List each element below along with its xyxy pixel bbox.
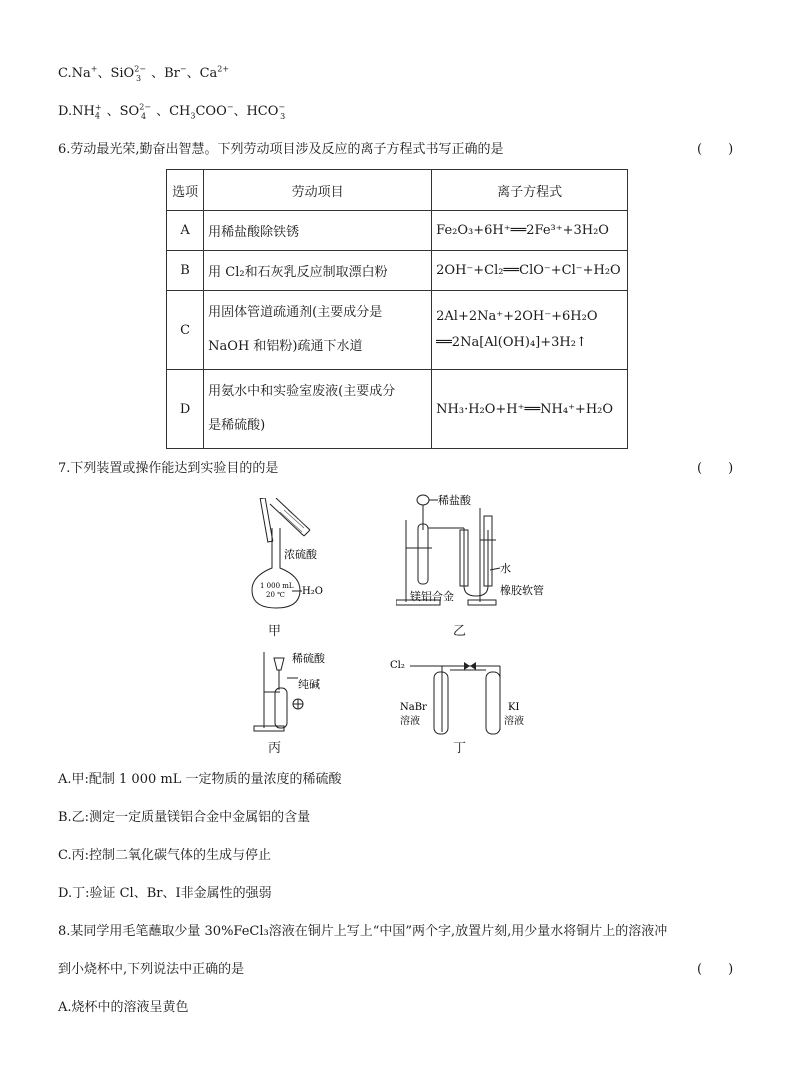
row-option: D: [167, 370, 204, 449]
label-water-yi: 水: [500, 562, 511, 575]
q5-option-c: C.Na+、SiO$^{2-}_3$ 、Br−、$Ca^{2+}$: [58, 64, 230, 83]
row-task-line2: 是稀硫酸): [208, 418, 266, 433]
row-equation-line2: ══2Na[Al(OH)₄]+3H₂↑: [436, 335, 587, 350]
table-row: [167, 291, 628, 370]
header-task: 劳动项目: [204, 170, 432, 211]
row-task: [204, 370, 432, 449]
label-ki-solution: 溶液: [504, 716, 524, 727]
q6-answer-paren: ( ): [697, 142, 734, 157]
q8-option-a: A.烧杯中的溶液呈黄色: [58, 1000, 189, 1015]
caption-ding: 丁: [453, 741, 467, 756]
label-dilute-hcl: 稀盐酸: [438, 494, 471, 507]
caption-yi: 乙: [453, 624, 467, 639]
row-equation: 2OH⁻+Cl₂══ClO⁻+Cl⁻+H₂O: [432, 251, 628, 291]
row-equation: [432, 291, 628, 370]
figure-bing: [250, 648, 350, 734]
table-row: [167, 370, 628, 449]
row-task: 用 Cl₂和石灰乳反应制取漂白粉: [204, 251, 432, 291]
table-row: [167, 211, 628, 251]
flask-temp: 20 ℃: [266, 591, 285, 599]
label-ki: KI: [508, 702, 520, 713]
row-option: C: [167, 291, 204, 370]
q7-option-a: A.甲:配制 1 000 mL 一定物质的量浓度的稀硫酸: [58, 772, 342, 787]
row-task-line1: 用氨水中和实验室废液(主要成分: [208, 384, 396, 399]
row-task: 用稀盐酸除铁锈: [204, 211, 432, 251]
row-equation: NH₃·H₂O+H⁺══NH₄⁺+H₂O: [432, 370, 628, 449]
header-option: 选项: [167, 170, 204, 211]
label-rubber-tube: 橡胶软管: [500, 584, 544, 597]
row-option: A: [167, 211, 204, 251]
label-nabr: NaBr: [400, 702, 427, 713]
figure-jia: [240, 498, 350, 613]
row-equation: Fe₂O₃+6H⁺══2Fe³⁺+3H₂O: [432, 211, 628, 251]
q7-answer-paren: ( ): [697, 461, 734, 476]
row-option: B: [167, 251, 204, 291]
q8-stem-line1: 8.某同学用毛笔蘸取少量 30%FeCl₃溶液在铜片上写上“中国”两个字,放置片刻,用少量水将铜片上的溶液冲: [58, 924, 668, 939]
label-nabr-solution: 溶液: [400, 716, 420, 727]
q5-option-d: $D.NH_4^+$ 、$SO^{2-}_4$ 、$CH_3COO^-$、$HCO^-_3$: [58, 102, 286, 121]
q8-stem-line2: 到小烧杯中,下列说法中正确的是: [58, 962, 245, 977]
header-equation: 离子方程式: [432, 170, 628, 211]
label-mg-al-alloy: 镁铝合金: [410, 590, 454, 603]
figure-ding: [390, 652, 540, 736]
label-dilute-sulfuric: 稀硫酸: [292, 652, 325, 665]
row-task-line2: NaOH 和铝粉)疏通下水道: [208, 339, 363, 354]
label-soda: 纯碱: [298, 678, 320, 691]
row-equation-line1: 2Al+2Na⁺+2OH⁻+6H₂O: [436, 309, 598, 324]
row-task: [204, 291, 432, 370]
q7-stem: 7.下列装置或操作能达到实验目的的是: [58, 461, 279, 476]
q6-table: [166, 169, 628, 449]
label-water: H₂O: [302, 586, 323, 597]
label-cl2: Cl₂: [390, 660, 405, 671]
q7-option-c: C.丙:控制二氧化碳气体的生成与停止: [58, 848, 271, 863]
label-conc-sulfuric: 浓硫酸: [284, 548, 317, 561]
q8-answer-paren: ( ): [697, 962, 734, 977]
table-header-row: [167, 170, 628, 211]
figure-yi: [396, 490, 586, 610]
caption-jia: 甲: [268, 624, 282, 639]
caption-bing: 丙: [268, 741, 282, 756]
flask-volume: 1 000 mL: [260, 582, 294, 590]
q7-option-d: D.丁:验证 Cl、Br、I非金属性的强弱: [58, 886, 272, 901]
table-row: [167, 251, 628, 291]
q6-stem: 6.劳动最光荣,勤奋出智慧。下列劳动项目涉及反应的离子方程式书写正确的是: [58, 142, 504, 157]
q7-option-b: B.乙:测定一定质量镁铝合金中金属铝的含量: [58, 810, 311, 825]
row-task-line1: 用固体管道疏通剂(主要成分是: [208, 305, 383, 320]
